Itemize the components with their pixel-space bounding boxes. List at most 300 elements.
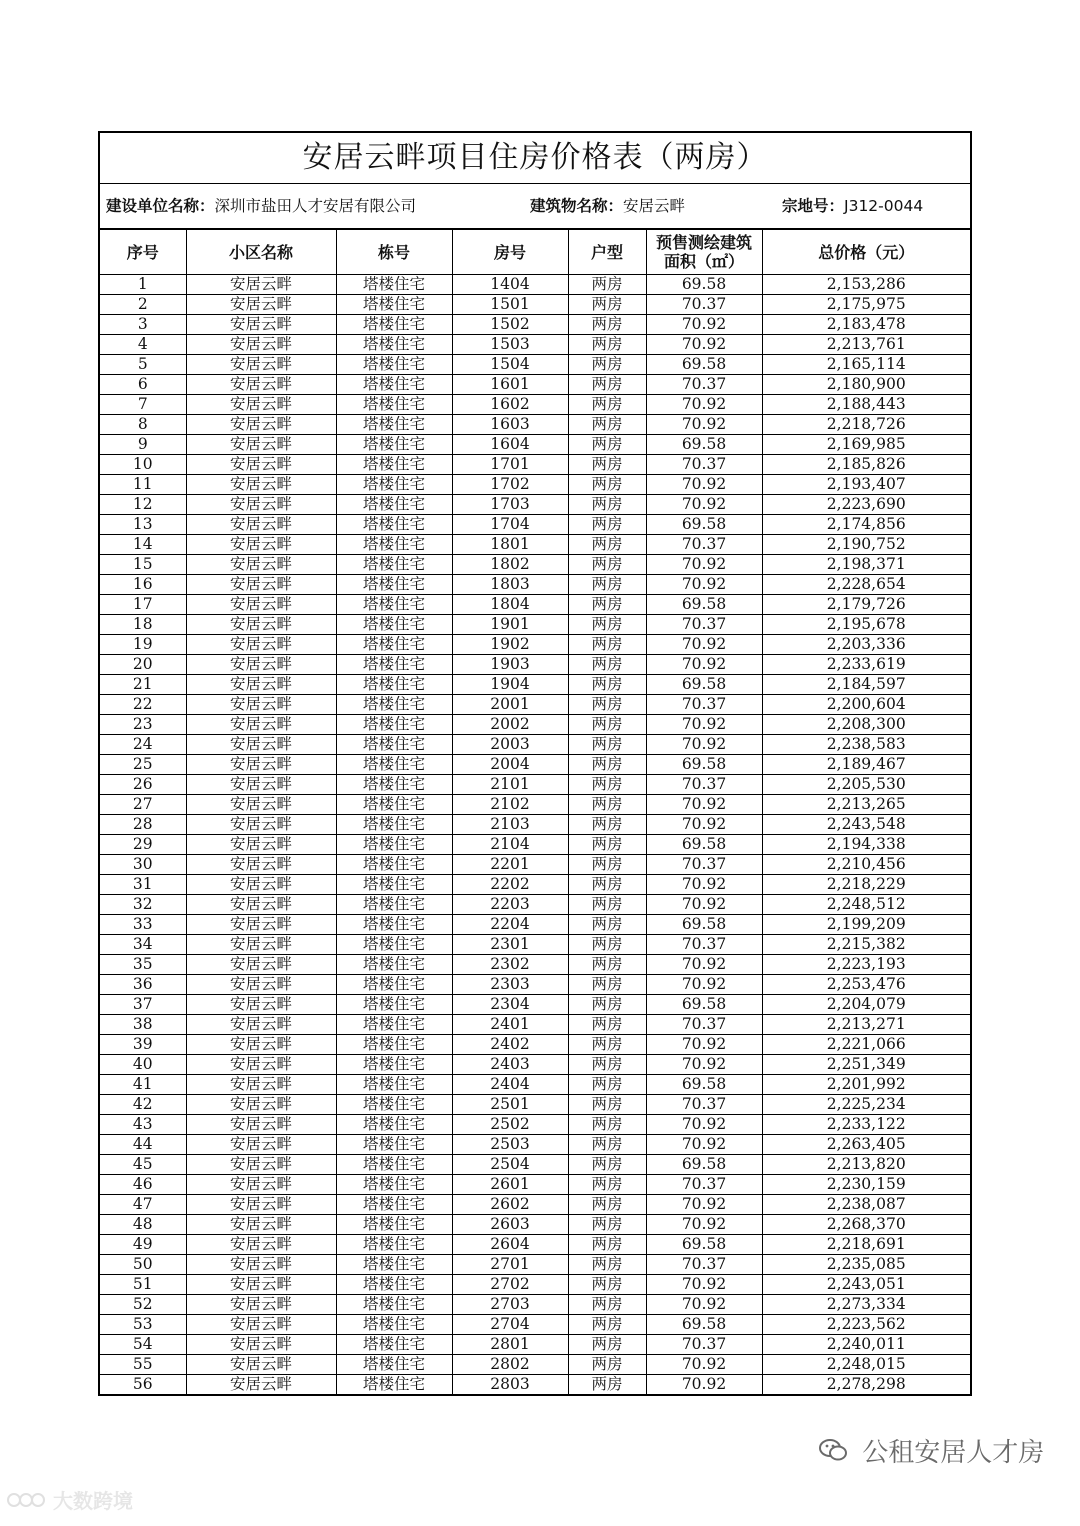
cell-room: 2801	[452, 1335, 568, 1355]
cell-community: 安居云畔	[186, 715, 336, 735]
cell-type: 两房	[568, 795, 646, 815]
cell-community: 安居云畔	[186, 855, 336, 875]
table-row	[100, 1315, 970, 1335]
table-row	[100, 995, 970, 1015]
cell-type: 两房	[568, 435, 646, 455]
cell-price: 2,204,079	[762, 995, 970, 1015]
cell-type: 两房	[568, 1195, 646, 1215]
cell-area: 70.92	[646, 415, 762, 435]
cell-no: 32	[100, 895, 186, 915]
cell-area: 69.58	[646, 435, 762, 455]
cell-community: 安居云畔	[186, 815, 336, 835]
cell-type: 两房	[568, 555, 646, 575]
footer-right-text: 公租安居人才房	[862, 1438, 1045, 1468]
wechat-icon	[818, 1437, 848, 1470]
cell-no: 12	[100, 495, 186, 515]
cell-no: 21	[100, 675, 186, 695]
cell-area: 70.92	[646, 1355, 762, 1375]
cell-type: 两房	[568, 1355, 646, 1375]
cell-price: 2,194,338	[762, 835, 970, 855]
cell-room: 2003	[452, 735, 568, 755]
cell-price: 2,203,336	[762, 635, 970, 655]
footer-left-text: 大数跨境	[52, 1489, 133, 1513]
cell-room: 1902	[452, 635, 568, 655]
table-row	[100, 355, 970, 375]
cell-building: 塔楼住宅	[336, 715, 452, 735]
cell-area: 70.92	[646, 395, 762, 415]
cell-no: 34	[100, 935, 186, 955]
cell-type: 两房	[568, 1135, 646, 1155]
cell-price: 2,189,467	[762, 755, 970, 775]
cell-type: 两房	[568, 815, 646, 835]
cell-community: 安居云畔	[186, 355, 336, 375]
cell-room: 2604	[452, 1235, 568, 1255]
table-row	[100, 515, 970, 535]
cell-room: 2401	[452, 1015, 568, 1035]
cell-room: 1904	[452, 675, 568, 695]
cell-building: 塔楼住宅	[336, 395, 452, 415]
cell-price: 2,251,349	[762, 1055, 970, 1075]
table-row	[100, 715, 970, 735]
table-row	[100, 395, 970, 415]
cell-building: 塔楼住宅	[336, 1015, 452, 1035]
price-sheet	[98, 131, 972, 1396]
cell-room: 2503	[452, 1135, 568, 1155]
cell-type: 两房	[568, 575, 646, 595]
cell-building: 塔楼住宅	[336, 935, 452, 955]
cell-type: 两房	[568, 675, 646, 695]
cell-price: 2,213,761	[762, 335, 970, 355]
cell-no: 14	[100, 535, 186, 555]
cell-type: 两房	[568, 495, 646, 515]
table-row	[100, 335, 970, 355]
cell-area: 69.58	[646, 995, 762, 1015]
cell-building: 塔楼住宅	[336, 695, 452, 715]
cell-building: 塔楼住宅	[336, 575, 452, 595]
cell-price: 2,243,548	[762, 815, 970, 835]
cell-building: 塔楼住宅	[336, 795, 452, 815]
header-type: 户型	[568, 230, 646, 275]
cell-room: 2601	[452, 1175, 568, 1195]
cell-no: 47	[100, 1195, 186, 1215]
cell-community: 安居云畔	[186, 475, 336, 495]
cell-type: 两房	[568, 1095, 646, 1115]
cell-area: 70.37	[646, 1255, 762, 1275]
cell-community: 安居云畔	[186, 555, 336, 575]
cell-type: 两房	[568, 515, 646, 535]
cell-building: 塔楼住宅	[336, 415, 452, 435]
cell-type: 两房	[568, 535, 646, 555]
cell-community: 安居云畔	[186, 1195, 336, 1215]
cell-area: 70.92	[646, 1295, 762, 1315]
price-table	[100, 230, 970, 1394]
cell-area: 69.58	[646, 1235, 762, 1255]
table-row	[100, 575, 970, 595]
cell-no: 25	[100, 755, 186, 775]
builder-value: 深圳市盐田人才安居有限公司	[214, 197, 417, 215]
cell-community: 安居云畔	[186, 1035, 336, 1055]
cell-area: 70.92	[646, 895, 762, 915]
table-row	[100, 615, 970, 635]
table-row	[100, 1075, 970, 1095]
header-community: 小区名称	[186, 230, 336, 275]
cell-building: 塔楼住宅	[336, 595, 452, 615]
cell-room: 1803	[452, 575, 568, 595]
table-row	[100, 1195, 970, 1215]
cell-building: 塔楼住宅	[336, 1235, 452, 1255]
cell-community: 安居云畔	[186, 1235, 336, 1255]
cell-price: 2,213,265	[762, 795, 970, 815]
cell-type: 两房	[568, 715, 646, 735]
cell-community: 安居云畔	[186, 1095, 336, 1115]
cell-type: 两房	[568, 895, 646, 915]
cell-price: 2,198,371	[762, 555, 970, 575]
cell-area: 70.92	[646, 475, 762, 495]
cell-community: 安居云畔	[186, 295, 336, 315]
cell-room: 2201	[452, 855, 568, 875]
cell-room: 1903	[452, 655, 568, 675]
cell-type: 两房	[568, 1155, 646, 1175]
cell-no: 39	[100, 1035, 186, 1055]
cell-type: 两房	[568, 935, 646, 955]
cell-room: 1802	[452, 555, 568, 575]
cell-type: 两房	[568, 1175, 646, 1195]
cell-no: 42	[100, 1095, 186, 1115]
cell-price: 2,240,011	[762, 1335, 970, 1355]
table-row	[100, 1235, 970, 1255]
cell-price: 2,165,114	[762, 355, 970, 375]
cell-building: 塔楼住宅	[336, 555, 452, 575]
cell-type: 两房	[568, 695, 646, 715]
cell-no: 6	[100, 375, 186, 395]
cell-no: 10	[100, 455, 186, 475]
cell-community: 安居云畔	[186, 615, 336, 635]
cell-price: 2,153,286	[762, 275, 970, 295]
table-row	[100, 535, 970, 555]
cell-area: 70.37	[646, 855, 762, 875]
cell-room: 1404	[452, 275, 568, 295]
cell-building: 塔楼住宅	[336, 1055, 452, 1075]
cell-price: 2,228,654	[762, 575, 970, 595]
cell-building: 塔楼住宅	[336, 495, 452, 515]
cell-area: 70.37	[646, 1175, 762, 1195]
cell-price: 2,273,334	[762, 1295, 970, 1315]
cell-price: 2,248,015	[762, 1355, 970, 1375]
cell-building: 塔楼住宅	[336, 955, 452, 975]
cell-no: 17	[100, 595, 186, 615]
cell-no: 53	[100, 1315, 186, 1335]
cell-no: 56	[100, 1375, 186, 1395]
cell-room: 1701	[452, 455, 568, 475]
cell-building: 塔楼住宅	[336, 895, 452, 915]
cell-no: 36	[100, 975, 186, 995]
cell-building: 塔楼住宅	[336, 915, 452, 935]
cell-no: 7	[100, 395, 186, 415]
cell-building: 塔楼住宅	[336, 515, 452, 535]
cell-price: 2,233,619	[762, 655, 970, 675]
table-row	[100, 815, 970, 835]
header-area-line1: 预售测绘建筑	[655, 233, 752, 252]
cell-room: 2501	[452, 1095, 568, 1115]
cell-area: 70.92	[646, 575, 762, 595]
parcel-label: 宗地号：	[782, 197, 845, 215]
cell-no: 38	[100, 1015, 186, 1035]
table-row	[100, 315, 970, 335]
cell-area: 70.92	[646, 495, 762, 515]
cell-type: 两房	[568, 455, 646, 475]
cell-community: 安居云畔	[186, 895, 336, 915]
cell-type: 两房	[568, 1215, 646, 1235]
cell-price: 2,230,159	[762, 1175, 970, 1195]
cell-room: 1801	[452, 535, 568, 555]
cell-building: 塔楼住宅	[336, 775, 452, 795]
cell-type: 两房	[568, 975, 646, 995]
cell-type: 两房	[568, 915, 646, 935]
cell-room: 2001	[452, 695, 568, 715]
cell-community: 安居云畔	[186, 755, 336, 775]
cell-area: 69.58	[646, 915, 762, 935]
cell-community: 安居云畔	[186, 775, 336, 795]
cell-no: 20	[100, 655, 186, 675]
cell-building: 塔楼住宅	[336, 1295, 452, 1315]
cell-room: 2004	[452, 755, 568, 775]
cell-building: 塔楼住宅	[336, 1135, 452, 1155]
table-header-row	[100, 230, 970, 275]
cell-building: 塔楼住宅	[336, 875, 452, 895]
cell-area: 70.92	[646, 815, 762, 835]
cell-no: 28	[100, 815, 186, 835]
cell-area: 70.92	[646, 735, 762, 755]
cell-room: 2203	[452, 895, 568, 915]
cell-price: 2,200,604	[762, 695, 970, 715]
cell-type: 两房	[568, 1235, 646, 1255]
cell-area: 70.92	[646, 655, 762, 675]
cell-no: 5	[100, 355, 186, 375]
cell-no: 44	[100, 1135, 186, 1155]
cell-community: 安居云畔	[186, 1135, 336, 1155]
cell-room: 2304	[452, 995, 568, 1015]
cell-type: 两房	[568, 1375, 646, 1395]
cell-price: 2,201,992	[762, 1075, 970, 1095]
cell-community: 安居云畔	[186, 535, 336, 555]
cell-type: 两房	[568, 295, 646, 315]
cell-room: 2701	[452, 1255, 568, 1275]
cell-area: 69.58	[646, 835, 762, 855]
cell-building: 塔楼住宅	[336, 1315, 452, 1335]
cell-area: 70.92	[646, 1195, 762, 1215]
cell-community: 安居云畔	[186, 575, 336, 595]
cell-area: 70.92	[646, 715, 762, 735]
table-row	[100, 835, 970, 855]
cell-price: 2,218,726	[762, 415, 970, 435]
cell-price: 2,188,443	[762, 395, 970, 415]
table-row	[100, 935, 970, 955]
header-no: 序号	[100, 230, 186, 275]
cell-price: 2,223,193	[762, 955, 970, 975]
cell-area: 69.58	[646, 1075, 762, 1095]
cell-building: 塔楼住宅	[336, 355, 452, 375]
cell-type: 两房	[568, 475, 646, 495]
cell-community: 安居云畔	[186, 1335, 336, 1355]
cell-no: 49	[100, 1235, 186, 1255]
cell-type: 两房	[568, 1315, 646, 1335]
cell-room: 1901	[452, 615, 568, 635]
cell-price: 2,233,122	[762, 1115, 970, 1135]
cell-building: 塔楼住宅	[336, 835, 452, 855]
cell-no: 26	[100, 775, 186, 795]
cell-room: 2302	[452, 955, 568, 975]
cell-price: 2,218,229	[762, 875, 970, 895]
cell-building: 塔楼住宅	[336, 675, 452, 695]
cell-room: 1501	[452, 295, 568, 315]
cell-community: 安居云畔	[186, 795, 336, 815]
table-row	[100, 415, 970, 435]
cell-community: 安居云畔	[186, 835, 336, 855]
table-row	[100, 495, 970, 515]
cell-price: 2,278,298	[762, 1375, 970, 1395]
cell-room: 1601	[452, 375, 568, 395]
header-area-line2: 面积（㎡）	[663, 252, 744, 271]
cell-room: 2504	[452, 1155, 568, 1175]
cell-price: 2,213,820	[762, 1155, 970, 1175]
cell-area: 69.58	[646, 1315, 762, 1335]
cell-room: 1703	[452, 495, 568, 515]
table-row	[100, 735, 970, 755]
cell-community: 安居云畔	[186, 395, 336, 415]
cell-room: 2603	[452, 1215, 568, 1235]
table-row	[100, 555, 970, 575]
cell-area: 69.58	[646, 515, 762, 535]
cell-building: 塔楼住宅	[336, 855, 452, 875]
cell-area: 70.92	[646, 1375, 762, 1395]
cell-community: 安居云畔	[186, 1055, 336, 1075]
cell-area: 69.58	[646, 675, 762, 695]
table-row	[100, 635, 970, 655]
cell-price: 2,190,752	[762, 535, 970, 555]
cell-room: 2402	[452, 1035, 568, 1055]
cell-price: 2,185,826	[762, 455, 970, 475]
cell-price: 2,213,271	[762, 1015, 970, 1035]
cell-community: 安居云畔	[186, 1155, 336, 1175]
table-row	[100, 295, 970, 315]
cell-community: 安居云畔	[186, 1375, 336, 1395]
cell-area: 70.37	[646, 1015, 762, 1035]
cell-type: 两房	[568, 1295, 646, 1315]
cell-type: 两房	[568, 1115, 646, 1135]
cell-room: 2102	[452, 795, 568, 815]
cell-price: 2,215,382	[762, 935, 970, 955]
table-row	[100, 375, 970, 395]
cell-room: 1503	[452, 335, 568, 355]
header-price: 总价格（元）	[762, 230, 970, 275]
cell-community: 安居云畔	[186, 655, 336, 675]
cell-no: 27	[100, 795, 186, 815]
cell-type: 两房	[568, 375, 646, 395]
cell-price: 2,174,856	[762, 515, 970, 535]
cell-building: 塔楼住宅	[336, 335, 452, 355]
table-row	[100, 1095, 970, 1115]
table-row	[100, 955, 970, 975]
cell-building: 塔楼住宅	[336, 755, 452, 775]
cell-community: 安居云畔	[186, 515, 336, 535]
table-row	[100, 855, 970, 875]
cell-area: 70.37	[646, 775, 762, 795]
cell-area: 70.37	[646, 615, 762, 635]
cell-price: 2,238,583	[762, 735, 970, 755]
cell-no: 23	[100, 715, 186, 735]
cell-price: 2,248,512	[762, 895, 970, 915]
cell-price: 2,253,476	[762, 975, 970, 995]
cell-building: 塔楼住宅	[336, 655, 452, 675]
cell-no: 16	[100, 575, 186, 595]
builder-info	[106, 184, 416, 228]
cell-area: 70.92	[646, 1135, 762, 1155]
table-row	[100, 775, 970, 795]
table-row	[100, 1155, 970, 1175]
cell-no: 31	[100, 875, 186, 895]
table-row	[100, 675, 970, 695]
cell-no: 15	[100, 555, 186, 575]
cell-room: 1502	[452, 315, 568, 335]
cell-area: 69.58	[646, 275, 762, 295]
cell-price: 2,175,975	[762, 295, 970, 315]
cell-building: 塔楼住宅	[336, 1375, 452, 1395]
cell-price: 2,179,726	[762, 595, 970, 615]
cell-community: 安居云畔	[186, 975, 336, 995]
cell-no: 50	[100, 1255, 186, 1275]
cell-price: 2,223,562	[762, 1315, 970, 1335]
building-info	[530, 184, 685, 228]
cell-community: 安居云畔	[186, 995, 336, 1015]
cell-area: 70.37	[646, 935, 762, 955]
logo-icon	[6, 1489, 46, 1516]
cell-no: 8	[100, 415, 186, 435]
cell-area: 69.58	[646, 755, 762, 775]
cell-room: 2404	[452, 1075, 568, 1095]
header-room: 房号	[452, 230, 568, 275]
cell-price: 2,199,209	[762, 915, 970, 935]
cell-no: 37	[100, 995, 186, 1015]
cell-room: 2101	[452, 775, 568, 795]
cell-no: 55	[100, 1355, 186, 1375]
cell-no: 24	[100, 735, 186, 755]
cell-room: 1702	[452, 475, 568, 495]
cell-type: 两房	[568, 1035, 646, 1055]
cell-price: 2,210,456	[762, 855, 970, 875]
cell-type: 两房	[568, 595, 646, 615]
cell-room: 2803	[452, 1375, 568, 1395]
cell-room: 1603	[452, 415, 568, 435]
cell-type: 两房	[568, 1275, 646, 1295]
cell-area: 69.58	[646, 355, 762, 375]
cell-type: 两房	[568, 855, 646, 875]
cell-price: 2,268,370	[762, 1215, 970, 1235]
table-row	[100, 1115, 970, 1135]
parcel-value: J312-0044	[844, 197, 924, 215]
cell-room: 1504	[452, 355, 568, 375]
cell-type: 两房	[568, 1335, 646, 1355]
cell-no: 43	[100, 1115, 186, 1135]
cell-price: 2,183,478	[762, 315, 970, 335]
cell-no: 9	[100, 435, 186, 455]
cell-no: 18	[100, 615, 186, 635]
table-row	[100, 1335, 970, 1355]
cell-type: 两房	[568, 655, 646, 675]
building-label: 建筑物名称：	[530, 197, 624, 215]
cell-community: 安居云畔	[186, 735, 336, 755]
cell-room: 2103	[452, 815, 568, 835]
cell-no: 29	[100, 835, 186, 855]
